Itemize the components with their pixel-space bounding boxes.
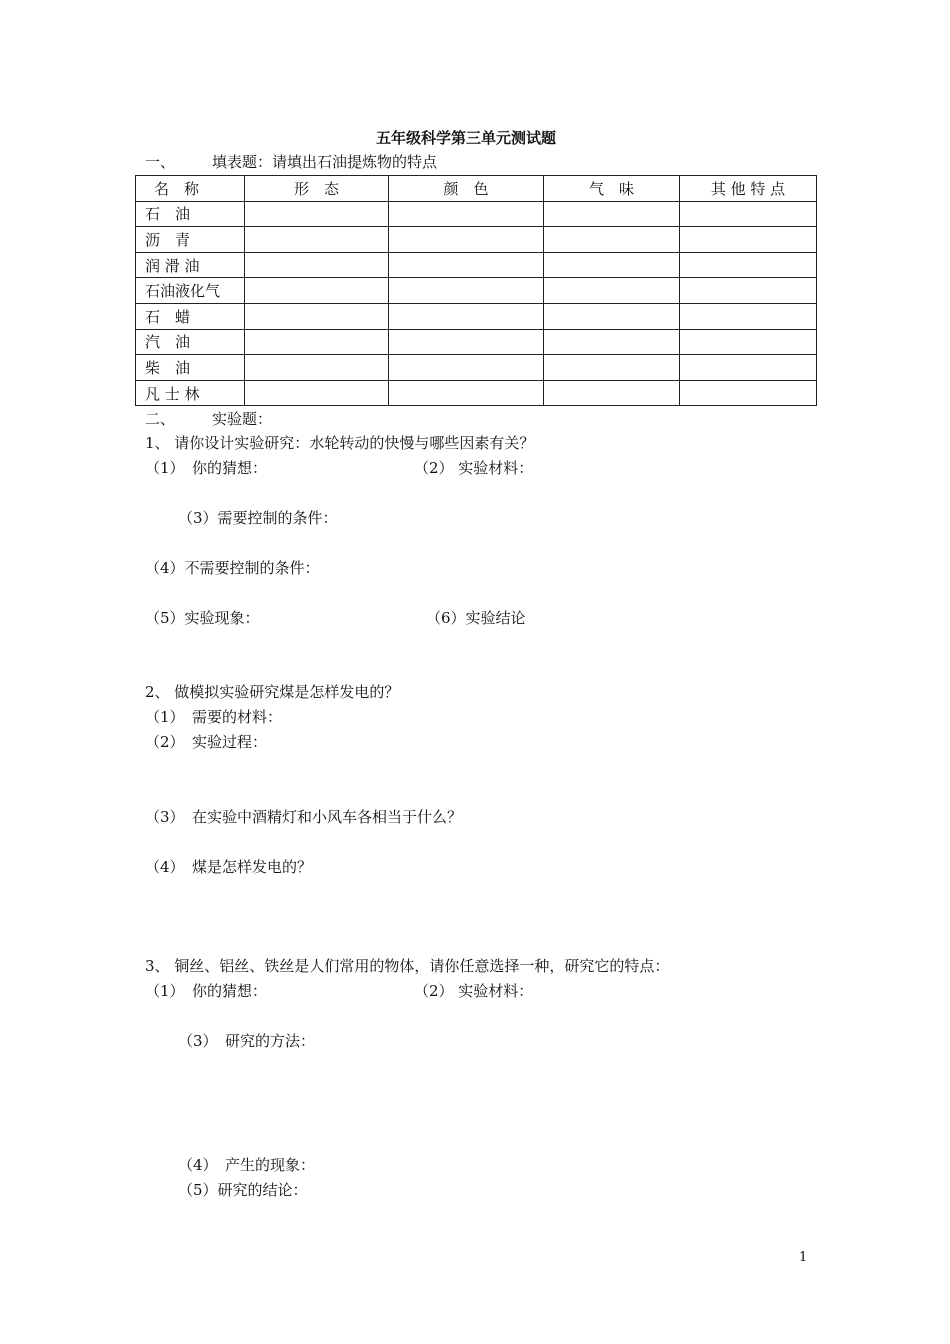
table-row: [136, 252, 817, 278]
q1-controlled-conditions-label: （3）需要控制的条件：: [178, 509, 338, 527]
table-row: [136, 329, 817, 355]
question-3-text: 3、 铜丝、铝丝、铁丝是人们常用的物体，请你任意选择一种，研究它的特点：: [145, 957, 670, 975]
row-label: 润 滑 油: [136, 252, 245, 278]
blank-cell[interactable]: [389, 278, 544, 304]
blank-cell[interactable]: [680, 380, 817, 406]
q1-conclusion-label: （6）实验结论: [426, 609, 526, 627]
q1-uncontrolled-conditions-label: （4）不需要控制的条件：: [145, 559, 320, 577]
column-header: 形 态: [245, 176, 389, 202]
q1-materials-label: （2） 实验材料：: [414, 459, 534, 477]
blank-cell[interactable]: [680, 252, 817, 278]
q1-phenomenon-label: （5）实验现象：: [145, 609, 260, 627]
row-label: 石油液化气: [136, 278, 245, 304]
table-header-row: [136, 176, 817, 202]
blank-cell[interactable]: [389, 380, 544, 406]
blank-cell[interactable]: [389, 303, 544, 329]
row-label: 石 蜡: [136, 303, 245, 329]
blank-cell[interactable]: [680, 355, 817, 381]
table-row: [136, 303, 817, 329]
blank-cell[interactable]: [680, 201, 817, 227]
table-row: [136, 278, 817, 304]
blank-cell[interactable]: [544, 380, 680, 406]
q2-generation-question: （4） 煤是怎样发电的？: [145, 858, 313, 876]
q3-guess-label: （1） 你的猜想：: [145, 982, 268, 1000]
column-header: 名 称: [136, 176, 245, 202]
column-header: 颜 色: [389, 176, 544, 202]
blank-cell[interactable]: [245, 329, 389, 355]
blank-cell[interactable]: [389, 201, 544, 227]
blank-cell[interactable]: [245, 278, 389, 304]
section1-heading: 填表题：请填出石油提炼物的特点: [212, 153, 438, 171]
blank-cell[interactable]: [544, 252, 680, 278]
section1-number: 一、: [145, 153, 176, 171]
blank-cell[interactable]: [245, 227, 389, 253]
column-header: 其 他 特 点: [680, 176, 817, 202]
row-label: 沥 青: [136, 227, 245, 253]
section2-heading: 实验题：: [212, 410, 273, 428]
q2-materials-label: （1） 需要的材料：: [145, 708, 283, 726]
row-label: 凡 士 林: [136, 380, 245, 406]
blank-cell[interactable]: [245, 355, 389, 381]
table-row: [136, 201, 817, 227]
blank-cell[interactable]: [389, 329, 544, 355]
q2-equivalent-question: （3） 在实验中酒精灯和小风车各相当于什么？: [145, 808, 463, 826]
row-label: 汽 油: [136, 329, 245, 355]
question-1-text: 1、 请你设计实验研究：水轮转动的快慢与哪些因素有关？: [145, 434, 535, 452]
row-label: 石 油: [136, 201, 245, 227]
section2-number: 二、: [145, 410, 176, 428]
q3-method-label: （3） 研究的方法：: [178, 1032, 316, 1050]
petroleum-products-table: [135, 175, 817, 406]
blank-cell[interactable]: [544, 329, 680, 355]
q2-process-label: （2） 实验过程：: [145, 733, 268, 751]
blank-cell[interactable]: [544, 227, 680, 253]
table-row: [136, 380, 817, 406]
blank-cell[interactable]: [389, 227, 544, 253]
q3-phenomenon-label: （4） 产生的现象：: [178, 1156, 316, 1174]
page-number: 1: [799, 1250, 808, 1265]
q3-conclusion-label: （5）研究的结论：: [178, 1181, 308, 1199]
blank-cell[interactable]: [245, 303, 389, 329]
blank-cell[interactable]: [680, 329, 817, 355]
q1-guess-label: （1） 你的猜想：: [145, 459, 268, 477]
blank-cell[interactable]: [544, 201, 680, 227]
page-title: 五年级科学第三单元测试题: [376, 129, 557, 147]
table-row: [136, 355, 817, 381]
column-header: 气 味: [544, 176, 680, 202]
blank-cell[interactable]: [544, 303, 680, 329]
blank-cell[interactable]: [245, 252, 389, 278]
blank-cell[interactable]: [680, 303, 817, 329]
blank-cell[interactable]: [680, 227, 817, 253]
blank-cell[interactable]: [389, 252, 544, 278]
blank-cell[interactable]: [680, 278, 817, 304]
q3-materials-label: （2） 实验材料：: [414, 982, 534, 1000]
blank-cell[interactable]: [389, 355, 544, 381]
blank-cell[interactable]: [245, 380, 389, 406]
blank-cell[interactable]: [544, 355, 680, 381]
blank-cell[interactable]: [544, 278, 680, 304]
blank-cell[interactable]: [245, 201, 389, 227]
question-2-text: 2、 做模拟实验研究煤是怎样发电的？: [145, 683, 400, 701]
row-label: 柴 油: [136, 355, 245, 381]
table-row: [136, 227, 817, 253]
